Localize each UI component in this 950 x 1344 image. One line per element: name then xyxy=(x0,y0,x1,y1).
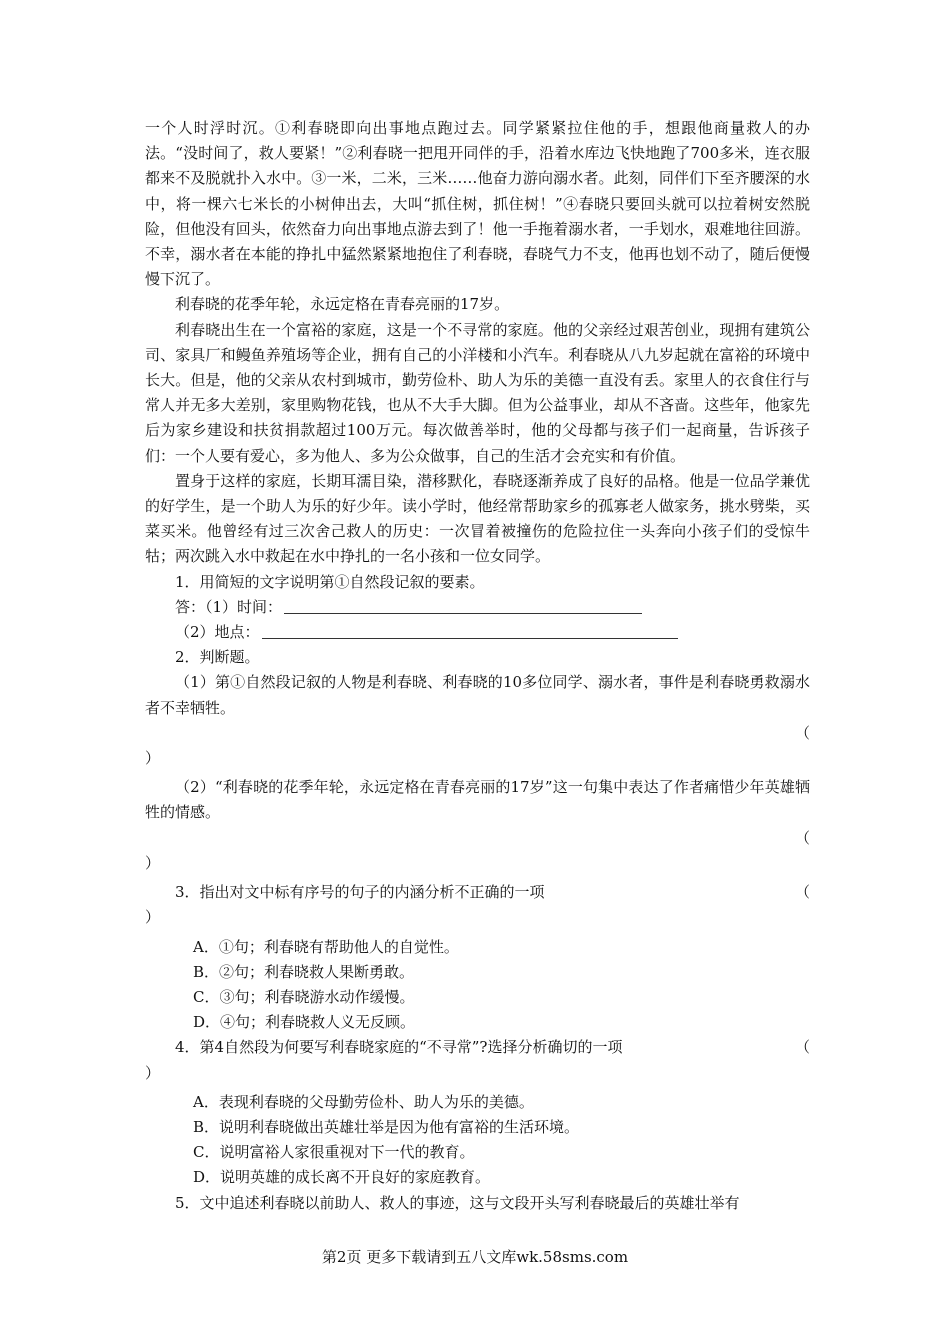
answer-time-blank[interactable] xyxy=(284,599,642,614)
page-content xyxy=(145,116,810,1216)
passage-paragraph-3: 利春晓出生在一个富裕的家庭，这是一个不寻常的家庭。他的父亲经过艰苦创业，现拥有建筑公司、家具厂和鳗鱼养殖场等企业，拥有自己的小洋楼和小汽车。利春晓从八九岁起就在富裕的环境中长大。但是，他的父亲从农村到城市，勤劳俭朴、助人为乐的美德一直没有丢。家里人的衣食住行与常人并无多大差别，家里购物花钱，也从不大手大脚。但为公益事业，却从不吝啬。这些年，他家先后为家乡建设和扶贫捐款超过100万元。每次做善举时，他的父母都与孩子们一起商量，告诉孩子们：一个人要有爱心，多为他人、多为公众做事，自己的生活才会充实和有价值。 xyxy=(145,320,810,465)
question-3-option-b: B．②句；利春晓救人果断勇敢。 xyxy=(193,962,415,981)
question-2-item-1: （1）第①自然段记叙的人物是利春晓、利春晓的10多位同学、溺水者，事件是利春晓勇救溺水者不幸牺牲。 xyxy=(145,673,810,717)
page-footer[interactable]: 第2页 更多下载请到五八文库wk.58sms.com xyxy=(321,1248,629,1266)
answer-paren-open: （ xyxy=(794,828,810,847)
question-2: 2．判断题。 xyxy=(175,648,260,667)
passage-paragraph-2: 利春晓的花季年轮，永远定格在青春亮丽的17岁。 xyxy=(175,295,510,314)
question-3-option-a: A．①句；利春晓有帮助他人的自觉性。 xyxy=(193,937,459,956)
passage-paragraph-4: 置身于这样的家庭，长期耳濡目染，潜移默化，春晓逐渐养成了良好的品格。他是一位品学兼优的好学生，是一个助人为乐的好少年。读小学时，他经常帮助家乡的孤寡老人做家务，挑水劈柴，买菜买米。他曾经有过三次舍己救人的历史：一次冒着被撞伤的危险拉住一头奔向小孩子们的受惊牛牯；两次跳入水中救起在水中挣扎的一名小孩和一位女同学。 xyxy=(145,471,810,566)
answer-paren-open: （ xyxy=(794,723,810,742)
question-4-text: 4．第4自然段为何要写利春晓家庭的“不寻常”?选择分析确切的一项 xyxy=(175,1038,623,1057)
question-3-option-c: C．③句；利春晓游水动作缓慢。 xyxy=(193,987,415,1006)
question-4-option-c: C．说明富裕人家很重视对下一代的教育。 xyxy=(193,1143,475,1162)
question-4-option-a: A．表现利春晓的父母勤劳俭朴、助人为乐的美德。 xyxy=(193,1092,534,1111)
question-5: 5．文中追述利春晓以前助人、救人的事迹，这与文段开头写利春晓最后的英雄壮举有 xyxy=(175,1193,740,1212)
question-4-option-b: B．说明利春晓做出英雄壮举是因为他有富裕的生活环境。 xyxy=(193,1117,580,1136)
question-4-option-d: D．说明英雄的成长离不开良好的家庭教育。 xyxy=(193,1168,491,1187)
answer-paren-close: ） xyxy=(145,908,161,927)
passage-paragraph-1: 一个人时浮时沉。①利春晓即向出事地点跑过去。同学紧紧拉住他的手，想跟他商量救人的办法。“没时间了，救人要紧！”②利春晓一把甩开同伴的手，沿着水库边飞快地跑了700多米，连衣服都来不及脱就扑入水中。③一米，二米，三米……他奋力游向溺水者。此刻，同伴们下至齐腰深的水中，将一棵六七米长的小树伸出去，大叫“抓住树，抓住树！”④春晓只要回头就可以拉着树安然脱险，但他没有回头，依然奋力向出事地点游去到了！他一手拖着溺水者，一手划水，艰难地往回游。不幸，溺水者在本能的挣扎中猛然紧紧地抱住了利春晓，春晓气力不支，他再也划不动了，随后便慢慢下沉了。 xyxy=(145,119,810,289)
question-2-item-2-paren xyxy=(145,826,810,851)
question-1: 1．用简短的文字说明第①自然段记叙的要素。 xyxy=(175,572,485,591)
question-1-answer-place xyxy=(145,620,810,645)
answer-paren-open: （ xyxy=(794,883,810,902)
answer-place-label: （2）地点： xyxy=(175,623,260,642)
question-4 xyxy=(145,1035,810,1060)
answer-time-label: 答：（1）时间： xyxy=(175,597,283,616)
answer-paren-open: （ xyxy=(794,1038,810,1057)
answer-place-blank[interactable] xyxy=(262,624,678,639)
answer-paren-close: ） xyxy=(145,853,161,872)
question-2-item-1-paren xyxy=(145,721,810,746)
question-3-option-d: D．④句；利春晓救人义无反顾。 xyxy=(193,1013,416,1032)
answer-paren-close: ） xyxy=(145,1063,161,1082)
question-1-answer-time xyxy=(145,595,810,620)
question-3 xyxy=(145,880,810,905)
question-2-item-2: （2）“利春晓的花季年轮，永远定格在青春亮丽的17岁”这一句集中表达了作者痛惜少年英雄牺牲的情感。 xyxy=(145,778,810,822)
answer-paren-close: ） xyxy=(145,749,161,768)
question-3-text: 3．指出对文中标有序号的句子的内涵分析不正确的一项 xyxy=(175,883,545,902)
